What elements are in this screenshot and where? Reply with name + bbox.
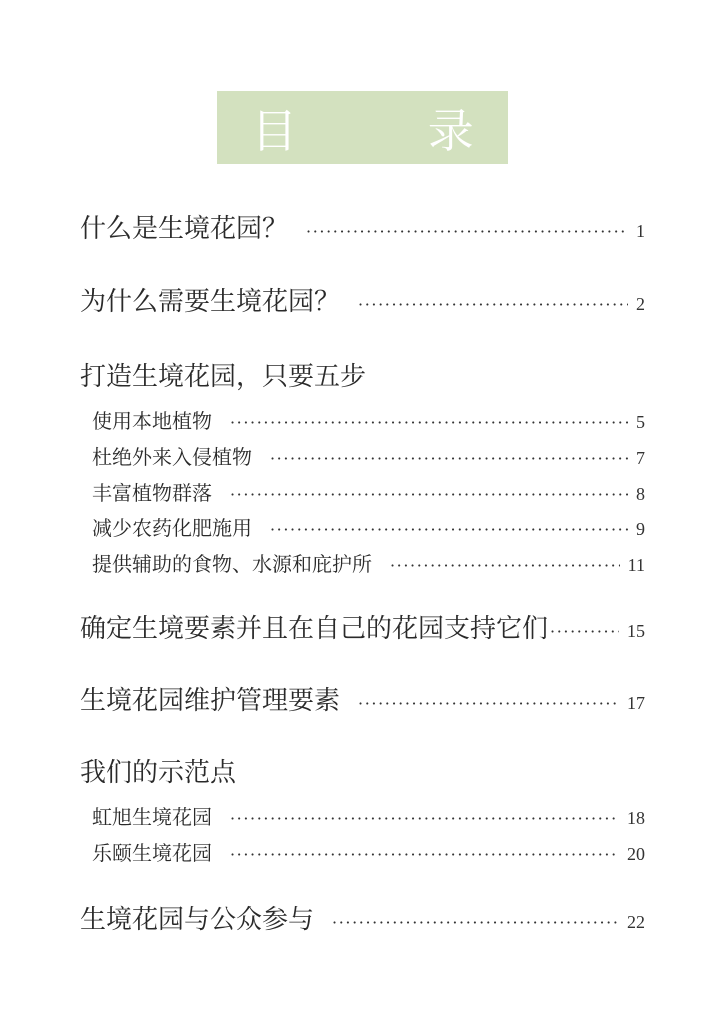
toc-subentry[interactable]	[92, 512, 645, 541]
toc-entry-label: 为什么需要生境花园？	[80, 287, 341, 317]
toc-entry-label: 杜绝外来入侵植物	[92, 445, 252, 469]
dot-leader	[230, 413, 628, 432]
toc-entry-page: 2	[636, 294, 645, 314]
toc-entry-page: 9	[636, 519, 645, 539]
toc-entry-page: 15	[627, 621, 645, 641]
toc-entry-page: 5	[636, 412, 645, 432]
toc-section-heading: 我们的示范点	[80, 758, 237, 788]
toc-entry-label: 虹旭生境花园	[92, 805, 212, 829]
toc-entry-page: 22	[627, 912, 645, 932]
dot-leader	[332, 913, 619, 932]
dot-leader	[358, 295, 628, 314]
toc-entry-page: 1	[636, 221, 645, 241]
dot-leader	[358, 694, 619, 713]
dot-leader	[230, 485, 628, 504]
toc-entry-page: 8	[636, 484, 645, 504]
toc-entry-page: 11	[627, 555, 645, 575]
toc-entry-label: 使用本地植物	[92, 409, 212, 433]
toc-title: 目 录	[251, 103, 532, 158]
dot-leader	[270, 520, 628, 539]
toc-entry-label: 生境花园维护管理要素	[80, 686, 341, 716]
dot-leader	[390, 556, 620, 575]
toc-subentry[interactable]	[92, 441, 645, 470]
toc-entry-label: 丰富植物群落	[92, 481, 212, 505]
toc-subentry[interactable]	[92, 801, 645, 830]
toc-entry-page: 20	[627, 844, 645, 864]
toc-entry-page: 18	[627, 808, 645, 828]
dot-leader	[230, 809, 619, 828]
toc-entry-page: 7	[636, 448, 645, 468]
toc-entry[interactable]	[80, 899, 645, 936]
toc-entry[interactable]	[80, 208, 645, 245]
dot-leader	[270, 449, 628, 468]
toc-entry-label: 乐颐生境花园	[92, 841, 212, 865]
toc-subentry[interactable]	[92, 405, 645, 434]
dot-leader	[550, 622, 619, 641]
toc-entry-label: 减少农药化肥施用	[92, 516, 252, 540]
toc-entry-label: 确定生境要素并且在自己的花园支持它们	[80, 614, 549, 644]
dot-leader	[306, 222, 628, 241]
toc-entry[interactable]	[80, 281, 645, 318]
toc-entry-label: 提供辅助的食物、水源和庇护所	[92, 552, 372, 576]
toc-entry[interactable]	[80, 608, 645, 645]
dot-leader	[230, 845, 619, 864]
toc-entry-label: 什么是生境花园？	[80, 214, 289, 244]
toc-entry-page: 17	[627, 693, 645, 713]
toc-section-heading: 打造生境花园，只要五步	[80, 362, 367, 392]
toc-entry[interactable]	[80, 680, 645, 717]
toc-title-banner	[217, 91, 532, 164]
toc-subentry[interactable]	[92, 837, 645, 866]
toc-entry-label: 生境花园与公众参与	[80, 905, 315, 935]
toc-subentry[interactable]	[92, 477, 645, 506]
toc-subentry[interactable]	[92, 548, 645, 577]
